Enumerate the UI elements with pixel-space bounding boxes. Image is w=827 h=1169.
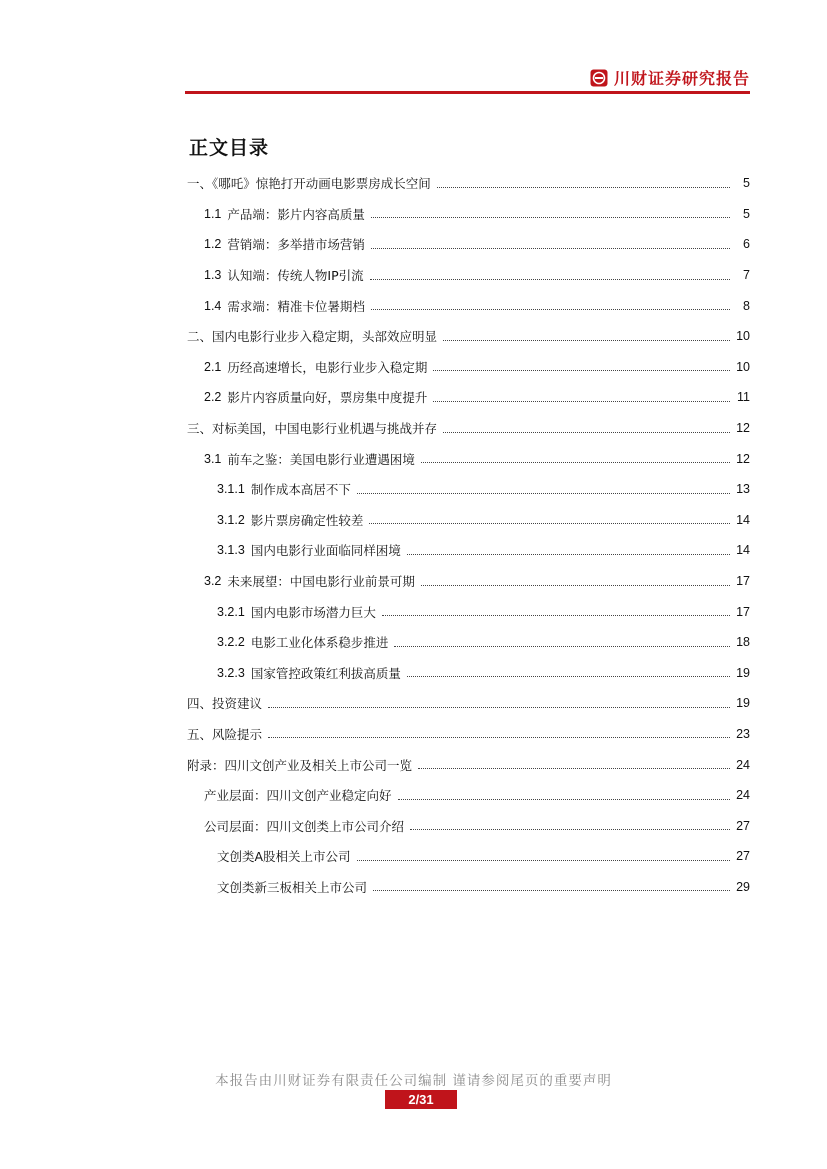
dot-leader [369,523,730,524]
toc-entry-label: 认知端：传统人物IP引流 [227,268,364,284]
dot-leader [382,615,730,616]
toc-entry-number: 2.2 [204,390,222,405]
toc-entry-page: 12 [736,451,750,466]
toc-entry-number: 3.1.2 [217,512,245,527]
toc-entry-page: 5 [743,206,750,221]
toc-entry-page: 18 [736,635,750,650]
toc-entry[interactable] [187,260,750,291]
dot-leader [371,248,730,249]
toc-entry-page: 10 [736,329,750,344]
toc-entry-number: 3.2.1 [217,604,245,619]
toc-entry-number: 1.2 [204,237,222,252]
dot-leader [268,707,730,708]
dot-leader [398,799,730,800]
toc-entry[interactable] [187,443,750,474]
toc-entry[interactable] [187,321,750,352]
footer-disclaimer: 本报告由川财证券有限责任公司编制 谨请参阅尾页的重要声明 [215,1073,612,1089]
toc-entry-page: 10 [736,359,750,374]
dot-leader [443,340,730,341]
dot-leader [370,279,730,280]
table-of-contents [187,168,750,902]
toc-entry-label: 附录：四川文创产业及相关上市公司一览 [187,757,413,773]
toc-entry[interactable] [187,566,750,597]
toc-entry-number: 3.1.3 [217,543,245,558]
toc-entry-label: 制作成本高居不下 [250,482,351,498]
toc-entry-page: 24 [736,788,750,803]
toc-entry-label: 产业层面：四川文创产业稳定向好 [204,788,392,804]
dot-leader [268,737,730,738]
dot-leader [437,187,730,188]
toc-entry[interactable] [187,719,750,750]
brand-name: 川财证券研究报告 [613,69,750,88]
toc-entry[interactable] [187,535,750,566]
toc-entry-page: 17 [736,574,750,589]
toc-entry-label: 文创类新三板相关上市公司 [217,879,368,895]
toc-entry-page: 6 [743,237,750,252]
toc-entry-page: 7 [743,268,750,283]
toc-title: 正文目录 [189,137,270,159]
toc-entry-label: 需求端：精准卡位暑期档 [227,298,365,314]
toc-entry-number: 3.1.1 [217,482,245,497]
toc-entry-page: 12 [736,421,750,436]
toc-entry[interactable] [187,382,750,413]
toc-entry-label: 电影工业化体系稳步推进 [250,635,389,651]
toc-entry-page: 5 [743,176,750,191]
toc-entry[interactable] [187,596,750,627]
toc-entry-label: 文创类A股相关上市公司 [217,849,351,865]
toc-entry-page: 11 [737,390,750,405]
toc-entry-number: 1.1 [204,206,222,221]
toc-entry[interactable] [187,290,750,321]
dot-leader [443,432,730,433]
dot-leader [357,493,730,494]
toc-entry[interactable] [187,627,750,658]
dot-leader [421,585,730,586]
toc-entry-label: 影片内容质量向好，票房集中度提升 [227,390,428,406]
toc-entry-page: 14 [736,543,750,558]
toc-entry-number: 3.1 [204,451,222,466]
dot-leader [433,401,730,402]
brand-logo [590,66,750,89]
toc-entry-label: 一、《哪吒》惊艳打开动画电影票房成长空间 [187,176,431,192]
toc-entry[interactable] [187,474,750,505]
toc-entry[interactable] [187,168,750,199]
toc-entry[interactable] [187,872,750,903]
toc-entry-page: 19 [736,696,750,711]
dot-leader [394,646,730,647]
toc-entry-label: 四、投资建议 [187,696,263,712]
toc-entry[interactable] [187,688,750,719]
header-divider [185,91,750,94]
toc-entry[interactable] [187,229,750,260]
toc-entry[interactable] [187,505,750,536]
toc-entry[interactable] [187,658,750,689]
toc-entry-label: 二、国内电影行业步入稳定期，头部效应明显 [187,329,438,345]
chuancai-logo-icon [590,69,608,87]
dot-leader [373,890,730,891]
toc-entry-page: 23 [736,726,750,741]
toc-entry-page: 27 [736,818,750,833]
dot-leader [407,554,730,555]
toc-entry-page: 17 [736,604,750,619]
toc-entry[interactable] [187,199,750,230]
dot-leader [371,217,730,218]
toc-entry-number: 2.1 [204,359,222,374]
toc-entry-label: 国内电影行业面临同样困境 [250,543,401,559]
toc-entry-page: 8 [743,298,750,313]
toc-entry-number: 3.2.2 [217,635,245,650]
toc-entry-label: 历经高速增长，电影行业步入稳定期 [227,359,428,375]
toc-entry-label: 公司层面：四川文创类上市公司介绍 [204,818,405,834]
toc-entry-label: 未来展望：中国电影行业前景可期 [227,574,415,590]
dot-leader [407,676,730,677]
toc-entry-page: 29 [736,879,750,894]
toc-entry[interactable] [187,749,750,780]
toc-entry-label: 前车之鉴：美国电影行业遭遇困境 [227,451,415,467]
dot-leader [421,462,730,463]
toc-entry-page: 24 [736,757,750,772]
toc-entry[interactable] [187,352,750,383]
toc-entry-number: 3.2.3 [217,665,245,680]
toc-entry[interactable] [187,841,750,872]
dot-leader [357,860,730,861]
dot-leader [410,829,730,830]
toc-entry-number: 1.4 [204,298,222,313]
toc-entry-number: 3.2 [204,574,222,589]
toc-entry[interactable] [187,413,750,444]
dot-leader [418,768,730,769]
toc-entry-label: 营销端：多举措市场营销 [227,237,365,253]
toc-entry-label: 国内电影市场潜力巨大 [250,604,376,620]
toc-entry-page: 19 [736,665,750,680]
toc-entry-label: 国家管控政策红利拔高质量 [250,665,401,681]
toc-entry-label: 五、风险提示 [187,726,263,742]
dot-leader [371,309,730,310]
dot-leader [433,370,730,371]
toc-entry-page: 13 [736,482,750,497]
toc-entry-label: 三、对标美国，中国电影行业机遇与挑战并存 [187,421,438,437]
page-number-badge: 2/31 [385,1090,457,1109]
toc-entry-page: 27 [736,849,750,864]
toc-entry-number: 1.3 [204,268,222,283]
toc-entry-label: 影片票房确定性较差 [250,512,364,528]
toc-entry-page: 14 [736,512,750,527]
toc-entry[interactable] [187,810,750,841]
toc-entry-label: 产品端：影片内容高质量 [227,206,365,222]
toc-entry[interactable] [187,780,750,811]
